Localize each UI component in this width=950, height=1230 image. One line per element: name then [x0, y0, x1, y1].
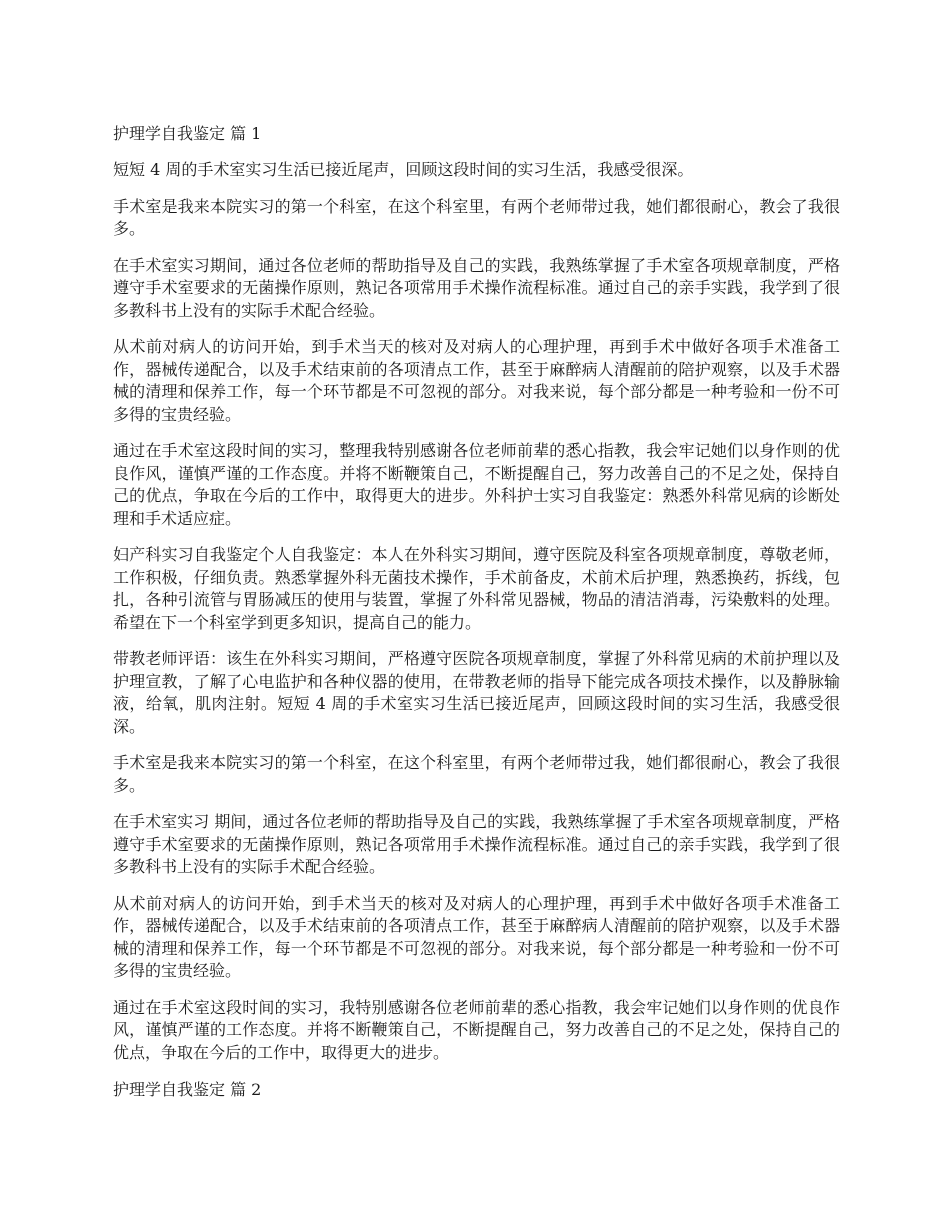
- document-page: [113, 122, 840, 1115]
- paragraph: 手术室是我来本院实习的第一个科室，在这个科室里，有两个老师带过我，她们都很耐心，教会了我很多。: [113, 196, 840, 238]
- section-heading-1: 护理学自我鉴定 篇 1: [113, 124, 262, 143]
- paragraph: 通过在手术室这段时间的实习，整理我特别感谢各位老师前辈的悉心指教，我会牢记她们以身作则的优良作风，谨慎严谨的工作态度。并将不断鞭策自己，不断提醒自己，努力改善自己的不足之处，保持自己的优点，争取在今后的工作中，取得更大的进步。外科护士实习自我鉴定：熟悉外科常见病的诊断处理和手术适应症。: [113, 441, 840, 528]
- paragraph: 在手术室实习期间，通过各位老师的帮助指导及自己的实践，我熟练掌握了手术室各项规章制度，严格遵守手术室要求的无菌操作原则，熟记各项常用手术操作流程标准。通过自己的亲手实践，我学到了很多教科书上没有的实际手术配合经验。: [113, 255, 840, 320]
- paragraph: 短短 4 周的手术室实习生活已接近尾声，回顾这段时间的实习生活，我感受很深。: [113, 160, 694, 179]
- paragraph: 手术室是我来本院实习的第一个科室，在这个科室里，有两个老师带过我，她们都很耐心，教会了我很多。: [113, 753, 840, 795]
- paragraph: 在手术室实习 期间，通过各位老师的帮助指导及自己的实践，我熟练掌握了手术室各项规章制度，严格遵守手术室要求的无菌操作原则，熟记各项常用手术操作流程标准。通过自己的亲手实践，我学到了很多教科书上没有的实际手术配合经验。: [113, 812, 840, 876]
- paragraph: 从术前对病人的访问开始，到手术当天的核对及对病人的心理护理，再到手术中做好各项手术准备工作，器械传递配合，以及手术结束前的各项清点工作，甚至于麻醉病人清醒前的陪护观察，以及手术器械的清理和保养工作，每一个环节都是不可忽视的部分。对我来说，每个部分都是一种考验和一份不可多得的宝贵经验。: [113, 893, 840, 980]
- paragraph: 通过在手术室这段时间的实习，我特别感谢各位老师前辈的悉心指教，我会牢记她们以身作则的优良作风，谨慎严谨的工作态度。并将不断鞭策自己，不断提醒自己，努力改善自己的不足之处，保持自己的优点，争取在今后的工作中，取得更大的进步。: [113, 997, 840, 1062]
- paragraph: 妇产科实习自我鉴定个人自我鉴定：本人在外科实习期间，遵守医院及科室各项规章制度，尊敬老师，工作积极，仔细负责。熟悉掌握外科无菌技术操作，手术前备皮，术前术后护理，熟悉换药，拆线，包扎，各种引流管与胃肠减压的使用与装置，掌握了外科常见器械，物品的清洁消毒，污染敷料的处理。希望在下一个科室学到更多知识，提高自己的能力。: [113, 545, 840, 632]
- section-heading-2: 护理学自我鉴定 篇 2: [113, 1080, 262, 1099]
- paragraph: 从术前对病人的访问开始，到手术当天的核对及对病人的心理护理，再到手术中做好各项手术准备工作，器械传递配合，以及手术结束前的各项清点工作，甚至于麻醉病人清醒前的陪护观察，以及手术器械的清理和保养工作，每一个环节都是不可忽视的部分。对我来说，每个部分都是一种考验和一份不可多得的宝贵经验。: [113, 337, 840, 424]
- paragraph: 带教老师评语：该生在外科实习期间，严格遵守医院各项规章制度，掌握了外科常见病的术前护理以及护理宣教，了解了心电监护和各种仪器的使用，在带教老师的指导下能完成各项技术操作，以及静脉输液，给氧，肌肉注射。短短 4 周的手术室实习生活已接近尾声，回顾这段时间的实习生活，我感受很深。: [113, 649, 840, 736]
